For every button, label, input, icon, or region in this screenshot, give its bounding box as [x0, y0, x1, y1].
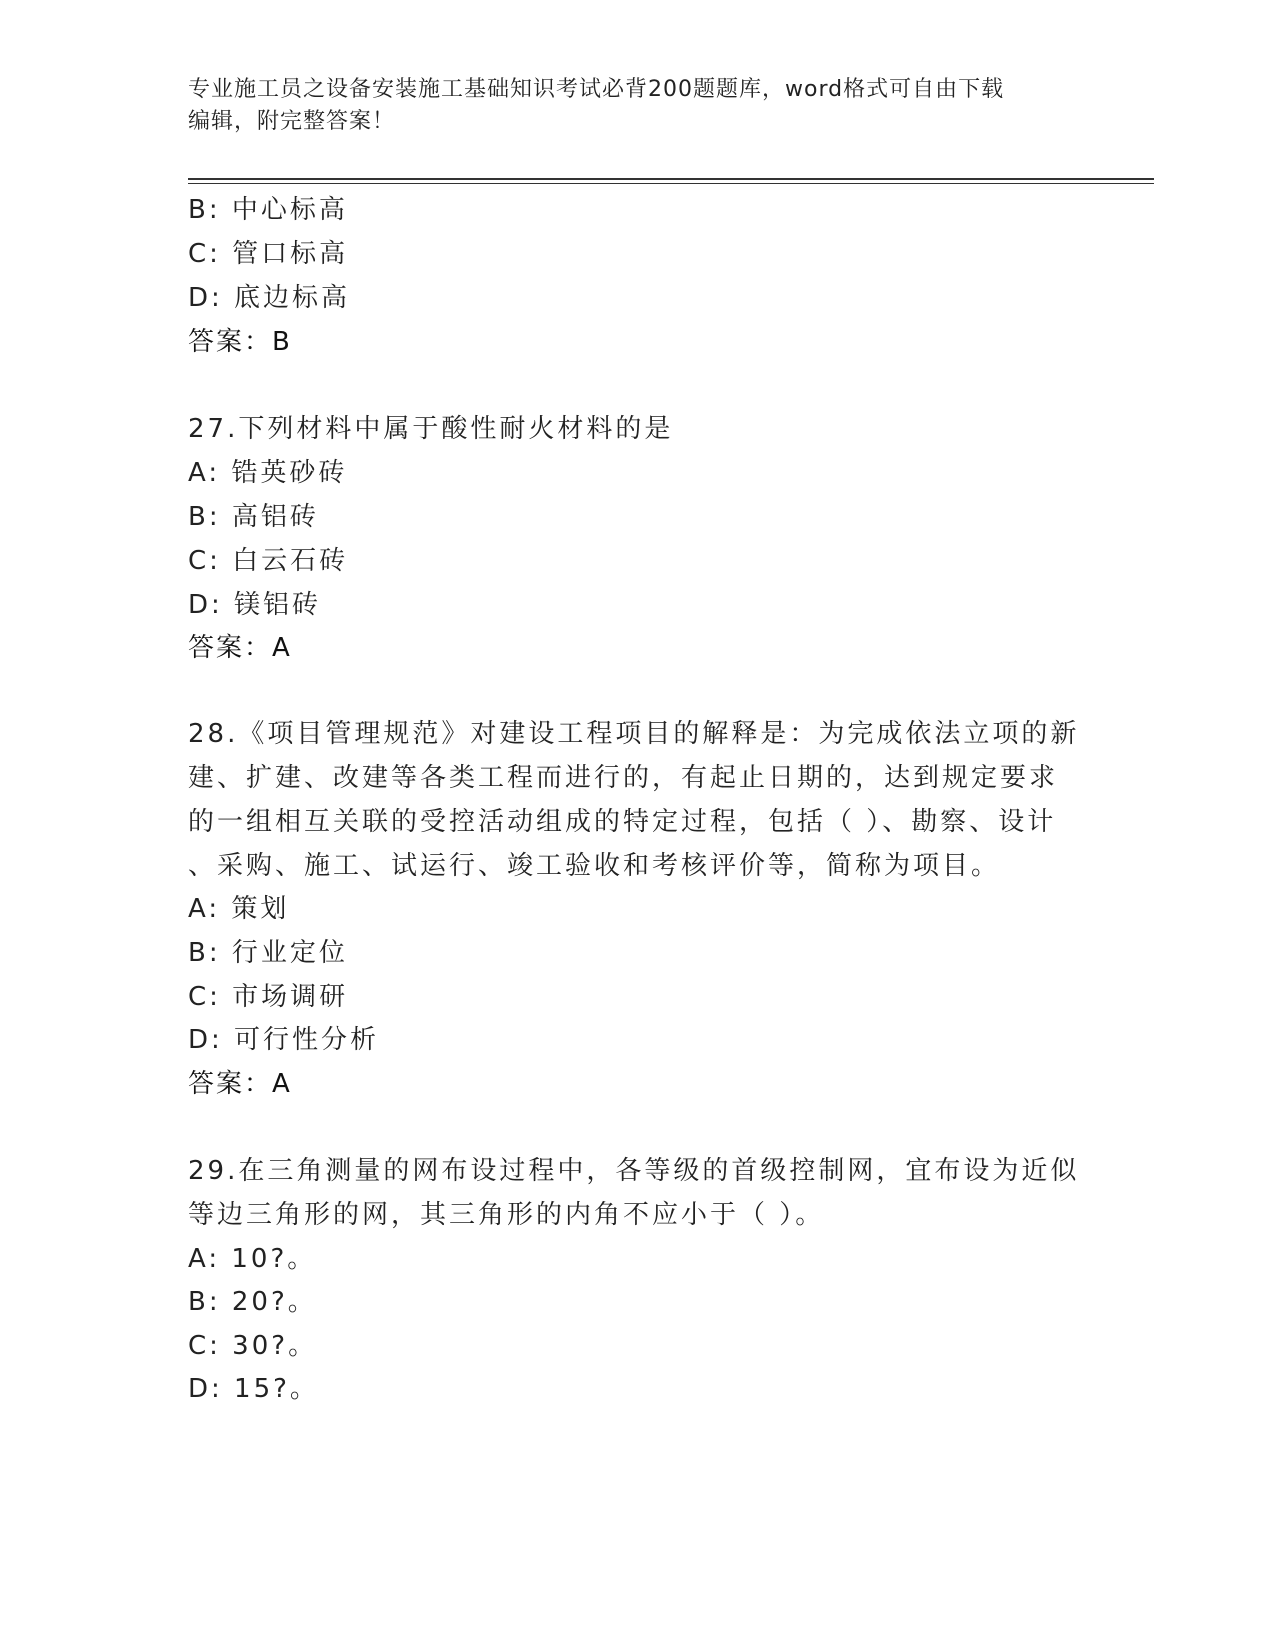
q29-stem-line-2: 等边三角形的网，其三角形的内角不应小于（ ）。 [188, 1200, 825, 1230]
q28-option-c: C: 市场调研 [188, 982, 349, 1012]
header-line-1: 专业施工员之设备安装施工基础知识考试必背200题题库，word格式可自由下载 [188, 77, 1005, 102]
q28-option-b: B: 行业定位 [188, 938, 348, 968]
q28-answer: 答案：A [188, 1069, 292, 1099]
q28-stem-line-4: 、采购、施工、试运行、竣工验收和考核评价等，简称为项目。 [188, 851, 1001, 881]
q26-option-b: B: 中心标高 [188, 195, 348, 225]
q28-stem-line-1: 28.《项目管理规范》对建设工程项目的解释是：为完成依法立项的新 [188, 719, 1080, 749]
q27-option-d: D: 镁铝砖 [188, 590, 322, 620]
q26-option-d: D: 底边标高 [188, 283, 351, 313]
q29-option-c: C: 30?。 [188, 1331, 318, 1361]
q26-answer: 答案：B [188, 327, 292, 357]
q28-stem-line-3: 的一组相互关联的受控活动组成的特定过程，包括（ ）、勘察、设计 [188, 807, 1057, 837]
q29-option-b: B: 20?。 [188, 1287, 317, 1317]
q27-option-c: C: 白云石砖 [188, 546, 349, 576]
q27-option-b: B: 高铝砖 [188, 502, 319, 532]
header-line-2: 编辑，附完整答案！ [188, 109, 396, 134]
q26-option-c: C: 管口标高 [188, 239, 349, 269]
q29-stem-line-1: 29.在三角测量的网布设过程中，各等级的首级控制网，宜布设为近似 [188, 1156, 1080, 1186]
q29-option-a: A: 10?。 [188, 1244, 317, 1274]
q29-option-d: D: 15?。 [188, 1374, 319, 1404]
header-rule-thin [188, 183, 1154, 184]
q27-answer: 答案：A [188, 633, 292, 663]
document-header [188, 74, 1088, 138]
q28-stem-line-2: 建、扩建、改建等各类工程而进行的，有起止日期的，达到规定要求 [188, 763, 1059, 793]
q27-stem: 27.下列材料中属于酸性耐火材料的是 [188, 414, 674, 444]
q28-option-d: D: 可行性分析 [188, 1025, 380, 1055]
q28-option-a: A: 策划 [188, 894, 290, 924]
header-rule-thick [188, 178, 1154, 180]
q27-option-a: A: 锆英砂砖 [188, 458, 348, 488]
